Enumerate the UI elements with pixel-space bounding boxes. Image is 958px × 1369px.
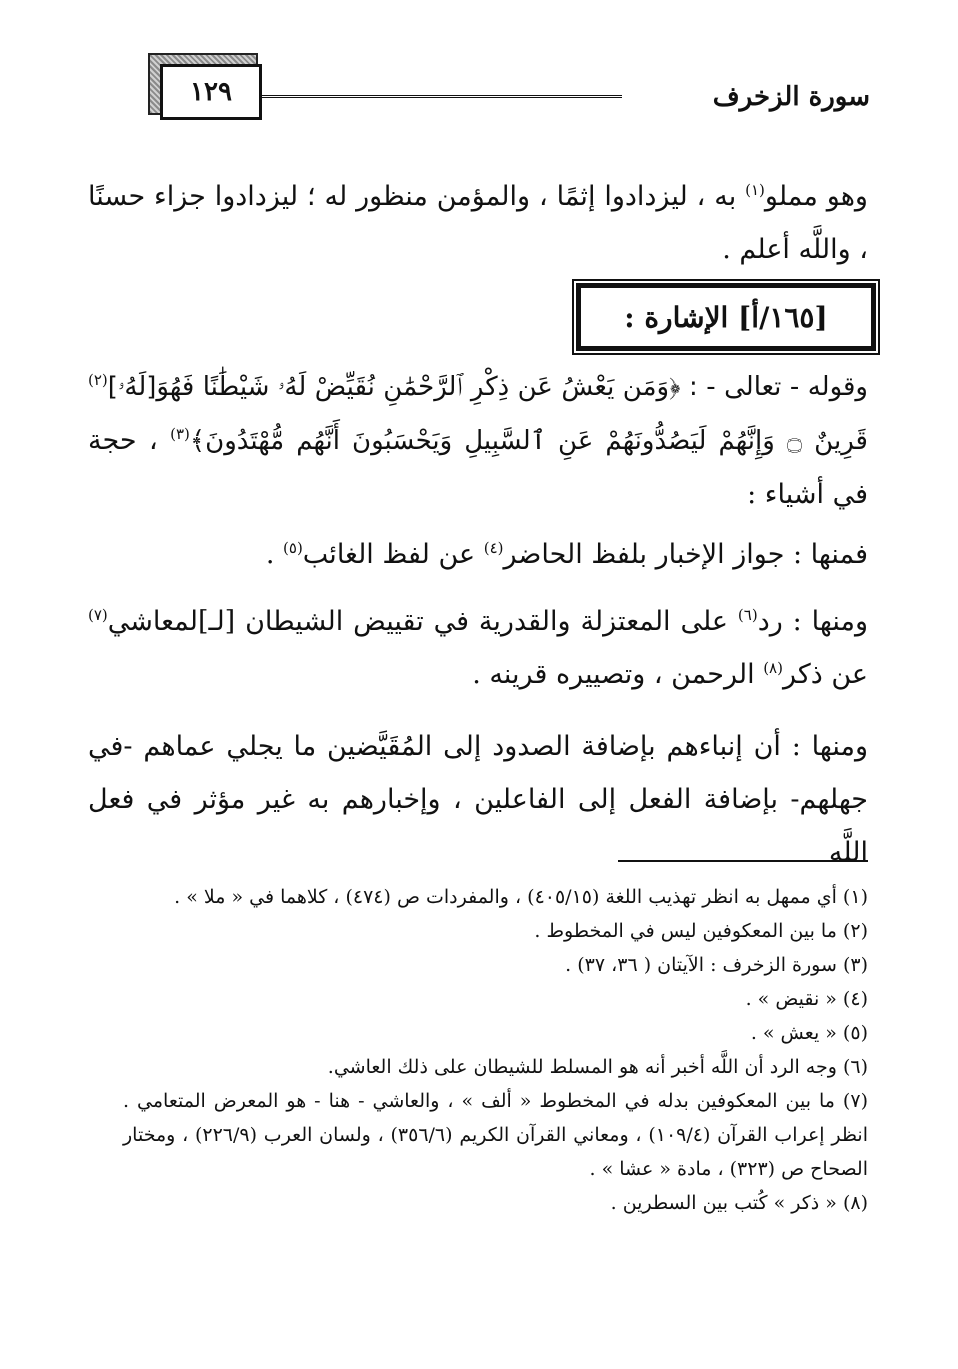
footnote-5: (٥) « يعش » . [750,1022,868,1044]
footnote-ref-3: (٣) [170,425,190,443]
footnote-2: (٢) ما بين المعكوفين ليس في المخطوط . [534,920,868,942]
header-rule [262,95,622,98]
footnote-6: (٦) وجه الرد أن اللَّه أخبر أنه هو المسلط للشيطان على ذلك العاشي. [327,1056,868,1078]
paragraph-1-text-b: به ، ليزدادوا إثمًا ، والمؤمن منظور له ؛ ليزدادوا جزاء حسنًا ، واللَّه أعلم . [88,181,868,265]
paragraph-1 [88,170,868,276]
paragraph-3-text-b: عن لفظ الغائب [302,539,484,570]
surah-title: سورة الزخرف [712,82,870,112]
paragraph-5-text: ومنها : أن إنباءهم بإضافة الصدود إلى المُقَيَّضين ما يجلي عماهم -في جهلهم- بإضافة الفعل إلى الفاعلين ، وإخبارهم به غير مؤثر في فعل اللَّه [88,731,868,868]
footnote-separator [618,860,868,862]
paragraph-5 [88,720,868,879]
paragraph-2-text-b: قَرِينٌ ۝ وَإِنَّهُمْ لَيَصُدُّونَهُمْ عَنِ ٱلسَّبِيلِ وَيَحْسَبُونَ أَنَّهُم مُّهْتَدُونَ﴾ [189,426,868,456]
footnote-7: (٧) ما بين المعكوفين بدله في المخطوط « ألف » ، والعاشي - هنا - هو المعرض المتعامي . انظر إعراب القرآن (١٠٩/٤) ، ومعاني القرآن الكريم (٣٥٦/٦) ، ولسان العرب (٢٢٦/٩) ، ومختار الصحاح ص (٣٢٣) ، مادة « عشا » . [123,1090,868,1180]
paragraph-2-text-c: ، حجة في أشياء : [88,425,868,510]
section-heading: [١٦٥/أ] الإشارة : [576,283,876,351]
page-number: ١٢٩ [160,64,262,120]
footnote-ref-1: (١) [745,181,765,199]
paragraph-2 [88,360,868,521]
paragraph-2-text-a: وقوله - تعالى - : ﴿وَمَن يَعْشُ عَن ذِكْرِ ٱلرَّحْمَٰنِ نُقَيِّضْ لَهُۥ شَيْطَٰنًا فَهُوَ[لَهُۥ] [107,372,868,402]
paragraph-4-text-b: على المعتزلة والقدرية في تقييض الشيطان [لـ]لمعاشي [107,606,738,637]
footnote-ref-4: (٤) [483,539,504,557]
paragraph-1-text-a: وهو مملو [764,181,868,212]
paragraph-4-text-a: ومنها : رد [757,606,868,637]
paragraph-4 [88,595,868,701]
footnotes [123,880,868,1220]
footnote-1: (١) أي ممهل به انظر تهذيب اللغة (٤٠٥/١٥) ، والمفردات ص (٤٧٤) ، كلاهما في « ملا » . [174,886,868,908]
paragraph-3-text-a: فمنها : جواز الإخبار بلفظ الحاضر [503,539,868,570]
paragraph-4-text-c: عن ذكر [782,659,868,690]
paragraph-3 [88,528,868,581]
footnote-8: (٨) « ذكر » كُتب بين السطرين . [610,1192,868,1214]
footnote-ref-8: (٨) [763,659,783,677]
footnote-3: (٣) سورة الزخرف : الآيتان ( ٣٦، ٣٧) . [565,954,868,976]
paragraph-4-text-d: الرحمن ، وتصييره قرينه . [472,659,764,690]
footnote-ref-7: (٧) [88,606,108,624]
footnote-ref-5: (٥) [283,539,303,557]
paragraph-3-text-c: . [265,539,284,570]
footnote-4: (٤) « نقيض » . [745,988,868,1010]
footnote-ref-2: (٢) [88,371,108,389]
footnote-ref-6: (٦) [737,606,758,624]
